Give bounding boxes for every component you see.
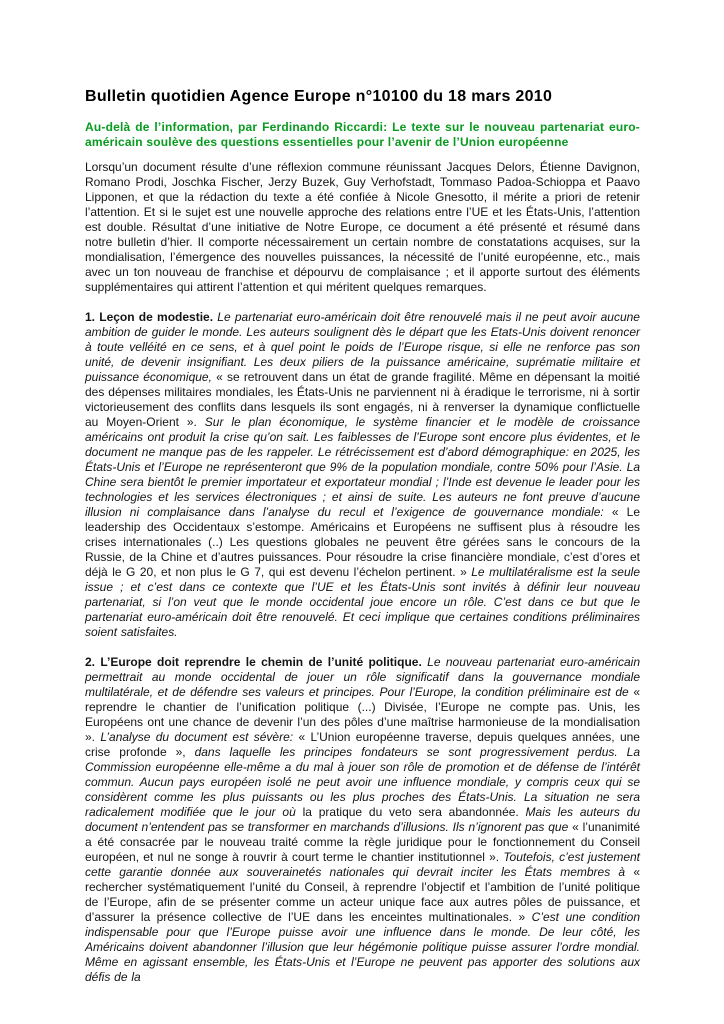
text-segment-regular: « se retrouvent dans un état de grande fragilité. Même en dépensant la moitié des dépenses militaires mondiales, les États-Unis ne parviennent ni à éradique le terrorisme, ni à sortir victorieusement des conflits dans lesquels ils sont engagés, ni à renverser la dynamique conflictuelle au Moyen-Orient ». — [85, 370, 640, 429]
text-segment-regular: « Le leadership des Occidentaux s’estompe. Américains et Européens ne suffisent plus à résoudre les crises internationales (..) Les questions globales ne peuvent être gérées sans le concours de la Russie, de la Chine et d’autres puissances. Pour résoudre la crise financière mondiale, c’est d’ores et déjà le G 20, et non plus le G 7, qui est devenu l’échelon pertinent. » — [85, 505, 641, 579]
text-segment-italic: dans laquelle les principes fondateurs se sont progressivement perdus. La Commission européenne elle-même a du mal à jouer son rôle de promotion et de défense de l’intérêt commun. Aucun pays européen isolé ne peut avoir une influence mondiale, y compris ceux qui se considèrent comme les plus puissants ou les plus proches des États-Unis. La situation ne sera radicalement modifiée que le jour où — [85, 745, 641, 819]
page-title: Bulletin quotidien Agence Europe n°10100 du 18 mars 2010 — [85, 88, 553, 105]
article-body — [85, 160, 640, 985]
text-segment-regular: « rechercher systématiquement l’unité du Conseil, à reprendre l’objectif et l’ambition de l’unité politique de l’Europe, afin de se présenter comme un acteur unique face aux autres pôles de puissance, et d’assurer la présence collective de l’UE dans les enceintes multinationales. » — [85, 865, 640, 924]
text-segment-regular: Lorsqu’un document résulte d’une réflexion commune réunissant Jacques Delors, Étienne Davignon, Romano Prodi, Joschka Fischer, Jerzy Buzek, Guy Verhofstadt, Tommaso Padoa-Schioppa et Paavo Lipponen, et que la rédaction du texte a été confiée à Nicole Gnesotto, il mérite a priori de retenir l’attention. Et si le sujet est une nouvelle approche des relations entre l’UE et les États-Unis, l’attention est double. Résultat d’une initiative de Notre Europe, ce document a été présenté et résumé dans notre bulletin d’hier. Il comporte nécessairement un certain nombre de constatations acquises, sur la mondialisation, l’émergence des nouvelles puissances, la nécessité de l’unité européenne, etc., mais avec un ton nouveau de franchise et dépourvu de complaisance ; et il apporte surtout des éléments supplémentaires qui attirent l’attention et qui méritent quelques remarques. — [85, 160, 640, 294]
text-segment-italic: C’est une condition indispensable pour que l’Europe puisse avoir une influence dans le monde. De leur côté, les Américains doivent abandonner l’illusion que leur hégémonie politique puisse assurer l’ordre mondial. Même en agissant ensemble, les États-Unis et l’Europe ne peuvent pas apporter des solutions aux défis de la — [85, 910, 640, 984]
text-segment-bold: 2. L’Europe doit reprendre le chemin de l’unité politique. — [85, 655, 422, 669]
paragraph — [85, 310, 640, 640]
text-segment-regular: la pratique du veto sera abandonnée. — [302, 805, 519, 819]
text-segment-regular: « L’Union européenne traverse, depuis quelques années, une crise profonde », — [85, 730, 640, 759]
text-segment-italic: Le partenariat euro-américain doit être renouvelé mais il ne peut avoir aucune ambition de guider le monde. Les auteurs soulignent dès le départ que les Etats-Unis doivent renoncer à toute velléité en ce sens, et à quel point le poids de l’Europe risque, si elle ne renforce pas son unité, de devenir insignifiant. Les deux piliers de la puissance américaine, suprématie militaire et puissance économique, — [85, 310, 640, 384]
paragraph — [85, 160, 640, 295]
text-segment-regular: « l’unanimité a été consacrée par le nouveau traité comme la règle juridique pour le fonctionnement du Conseil européen, et nul ne songe à rouvrir à court terme le chantier institutionnel ». — [85, 820, 640, 864]
text-segment-italic: L’analyse du document est sévère: — [95, 730, 299, 744]
text-segment-italic: Mais les auteurs du document n’entendent pas se transformer en marchands d’illusions. Ils n’ignorent pas que — [85, 805, 641, 834]
text-segment-italic: Le nouveau partenariat euro-américain permettrait au monde occidental de jouer un rôle significatif dans la gouvernance mondiale multilatérale, et de défendre ses valeurs et principes. Pour l’Europe, la condition préliminaire est de — [85, 655, 640, 699]
text-segment-italic: Sur le plan économique, le système financier et le modèle de croissance américains ont produit la crise qu’on sait. Les faiblesses de l’Europe sont encore plus évidentes, et le document ne manque pas de les rappeler. Le rétrécissement est d’abord démographique: en 2025, les États-Unis et l’Europe ne représenteront que 9% de la population mondiale, contre 50% pour l’Asie. La Chine sera bientôt le premier importateur et exportateur mondial ; l’Inde est devenue le leader pour les technologies et les services électroniques ; et ainsi de suite. Les auteurs ne font preuve d’aucune illusion ni complaisance dans l’analyse du recul et l’exigence de gouvernance mondiale: — [85, 415, 640, 519]
text-segment-bold: 1. Leçon de modestie. — [85, 310, 214, 324]
text-segment-regular: « reprendre le chantier de l’unification politique (...) Divisée, l’Europe ne compte pas. Unis, les Européens ont une chance de devenir l’un des pôles d’une maîtrise harmonieuse de la mondialisation ». — [85, 685, 640, 744]
paragraph — [85, 655, 640, 985]
text-segment-italic: Toutefois, c’est justement cette garantie donnée aux souverainetés nationales qui devrait inciter les États membres à — [85, 850, 641, 879]
text-segment-italic: Le multilatéralisme est la seule issue ; et c’est dans ce contexte que l’UE et les États-Unis sont invités à définir leur nouveau partenariat, si l’on veut que le monde occidental joue encore un rôle. C’est dans ce but que le partenariat euro-américain doit être renouvelé. Et ceci implique que certaines conditions préliminaires soient satisfaites. — [85, 565, 640, 639]
article-byline: Au-delà de l’information, par Ferdinando Riccardi: Le texte sur le nouveau partenariat euro-américain soulève des questions essentielles pour l’avenir de l’Union européenne — [85, 120, 640, 149]
